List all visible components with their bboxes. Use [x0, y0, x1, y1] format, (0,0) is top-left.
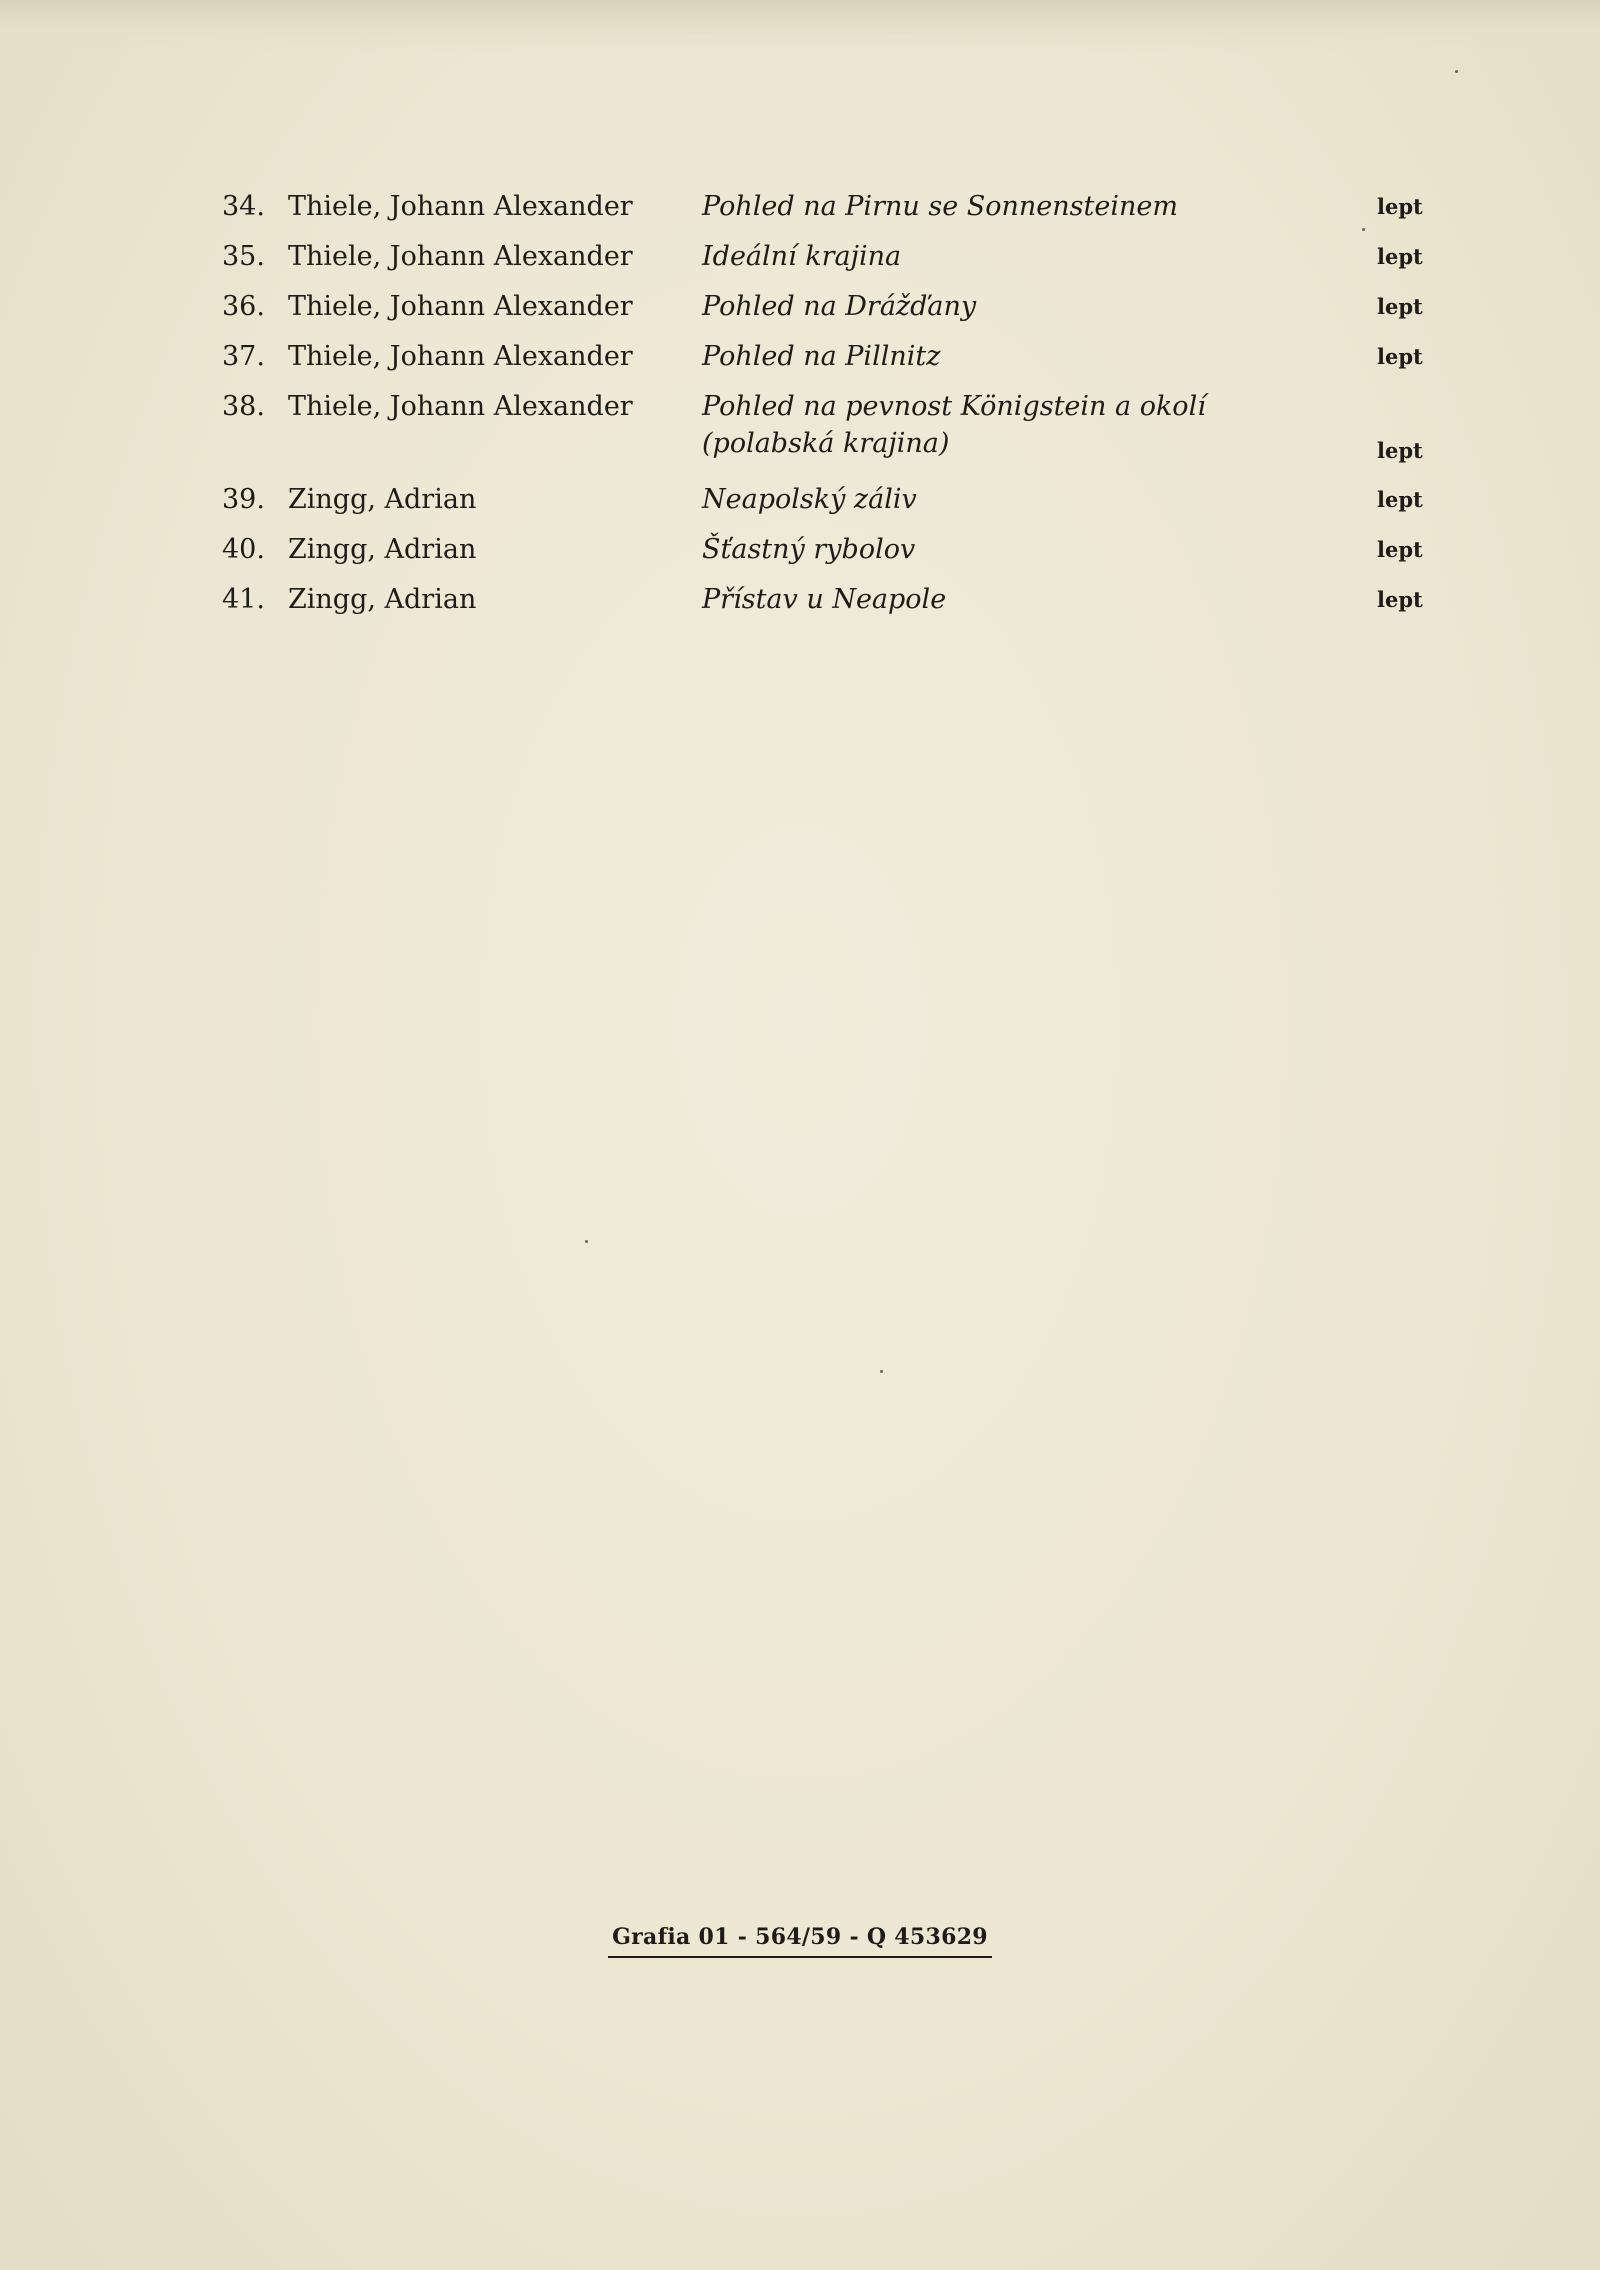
page-top-edge-shadow [0, 0, 1600, 52]
list-item [222, 288, 1432, 338]
entry-title [702, 388, 1342, 462]
entry-technique: lept [1377, 438, 1423, 463]
entry-number: 38. [222, 391, 265, 422]
entry-title-line: Pohled na pevnost Königstein a okolí [702, 391, 1206, 422]
list-item [222, 581, 1432, 631]
entry-artist: Zingg, Adrian [288, 484, 477, 515]
list-item [222, 531, 1432, 581]
entry-title-line-2: (polabská krajina) [702, 428, 950, 459]
printer-imprint: Grafia 01 - 564/59 - Q 453629 [608, 1924, 992, 1958]
paper-speck [1455, 70, 1458, 73]
entry-title [702, 338, 1342, 375]
paper-speck [880, 1370, 883, 1373]
entry-technique: lept [1377, 294, 1423, 319]
entry-title-line: Šťastný rybolov [702, 534, 916, 565]
entry-title-line: Pohled na Pirnu se Sonnensteinem [702, 191, 1178, 222]
entry-number: 35. [222, 241, 265, 272]
paper-speck [585, 1240, 588, 1243]
entry-technique: lept [1377, 194, 1423, 219]
page-footer [0, 1924, 1600, 1958]
entry-title [702, 188, 1342, 225]
entry-artist: Zingg, Adrian [288, 584, 477, 615]
entry-artist: Thiele, Johann Alexander [288, 241, 633, 272]
entry-number: 34. [222, 191, 265, 222]
entry-title [702, 288, 1342, 325]
entry-title-line: Neapolský záliv [702, 484, 917, 515]
entry-artist: Thiele, Johann Alexander [288, 191, 633, 222]
catalog-list [222, 188, 1432, 631]
list-item [222, 481, 1432, 531]
entry-technique: lept [1377, 537, 1423, 562]
list-item [222, 188, 1432, 238]
entry-title [702, 531, 1342, 568]
entry-technique: lept [1377, 587, 1423, 612]
entry-title [702, 481, 1342, 518]
entry-title-line: Pohled na Drážďany [702, 291, 977, 322]
entry-number: 37. [222, 341, 265, 372]
entry-technique: lept [1377, 344, 1423, 369]
entry-number: 40. [222, 534, 265, 565]
entry-title [702, 238, 1342, 275]
entry-number: 41. [222, 584, 265, 615]
list-item [222, 338, 1432, 388]
entry-artist: Thiele, Johann Alexander [288, 341, 633, 372]
paper-speck [1362, 228, 1365, 231]
entry-title-line: Pohled na Pillnitz [702, 341, 941, 372]
entry-title-line: Ideální krajina [702, 241, 902, 272]
list-item [222, 238, 1432, 288]
entry-number: 39. [222, 484, 265, 515]
list-item [222, 388, 1432, 481]
entry-artist: Zingg, Adrian [288, 534, 477, 565]
entry-number: 36. [222, 291, 265, 322]
entry-artist: Thiele, Johann Alexander [288, 291, 633, 322]
entry-technique: lept [1377, 487, 1423, 512]
entry-title-line: Přístav u Neapole [702, 584, 947, 615]
entry-artist: Thiele, Johann Alexander [288, 391, 633, 422]
entry-technique: lept [1377, 244, 1423, 269]
entry-title [702, 581, 1342, 618]
